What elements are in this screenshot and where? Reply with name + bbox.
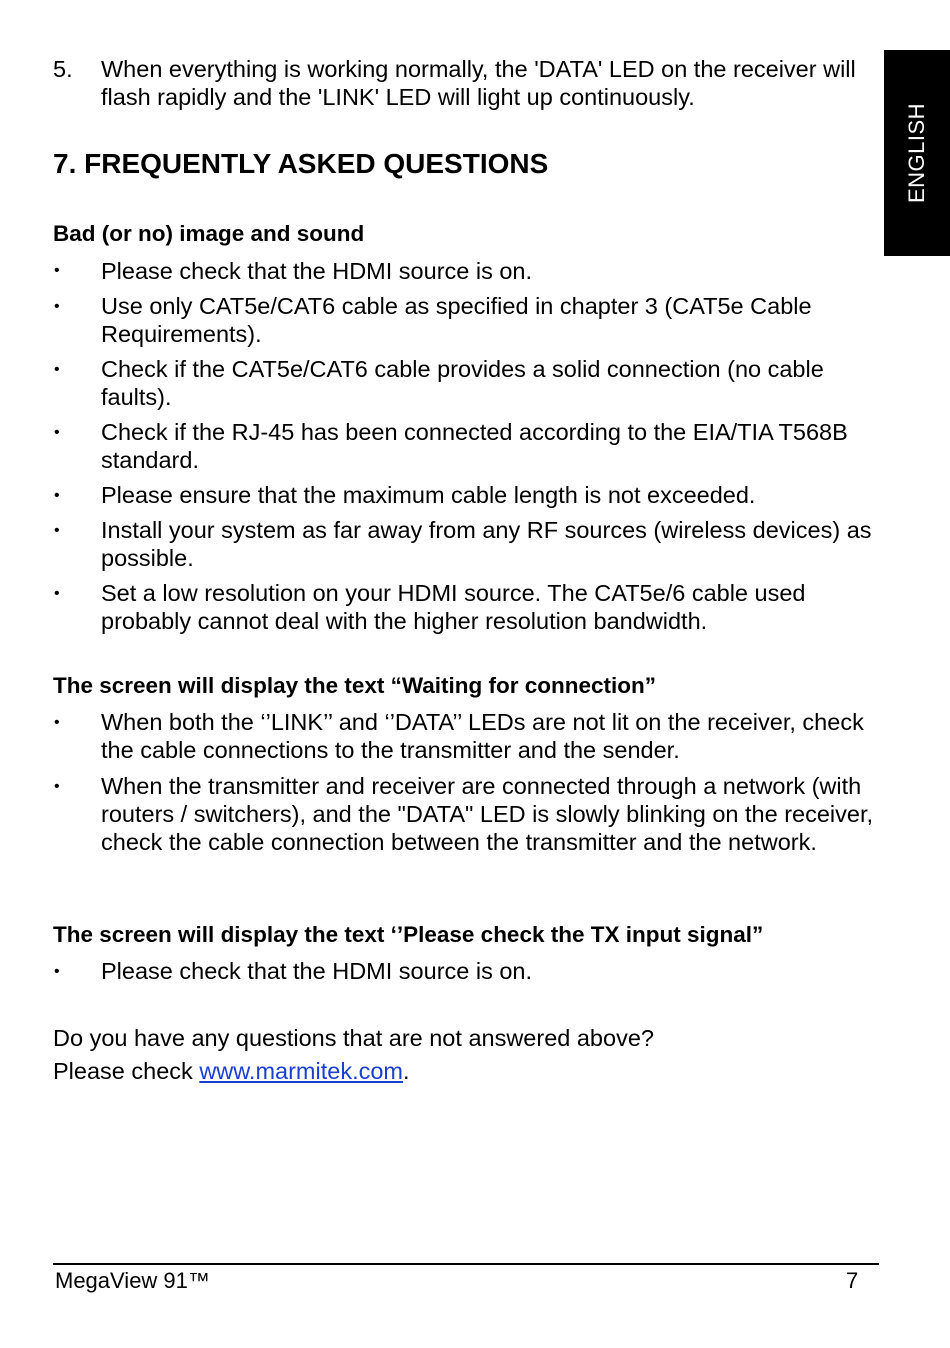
bullet-icon: • xyxy=(54,963,60,980)
language-tab xyxy=(884,50,950,256)
closing-suffix: . xyxy=(403,1058,410,1084)
faq-item: When both the ‘’LINK’’ and ‘’DATA’’ LEDs are not lit on the receiver, check the cable connections to the transmitter and the sender. xyxy=(101,709,864,763)
closing-line xyxy=(53,1057,410,1085)
step-text: When everything is working normally, the 'DATA' LED on the receiver will flash rapidly and the 'LINK' LED will light up continuously. xyxy=(101,56,856,110)
faq-heading: The screen will display the text ‘’Please check the TX input signal” xyxy=(53,922,764,947)
language-tab-label: ENGLISH xyxy=(904,102,929,204)
faq-heading: The screen will display the text “Waiting for connection” xyxy=(53,673,657,698)
faq-item: Use only CAT5e/CAT6 cable as specified in chapter 3 (CAT5e Cable Requirements). xyxy=(101,293,812,347)
bullet-icon: • xyxy=(54,424,60,441)
faq-item: Check if the RJ-45 has been connected according to the EIA/TIA T568B standard. xyxy=(101,419,848,473)
faq-item: Please ensure that the maximum cable length is not exceeded. xyxy=(101,482,756,508)
bullet-icon: • xyxy=(54,522,60,539)
faq-item: Please check that the HDMI source is on. xyxy=(101,958,533,984)
website-link[interactable]: www.marmitek.com xyxy=(199,1058,403,1084)
footer-product: MegaView 91™ xyxy=(55,1268,210,1293)
faq-item: Install your system as far away from any RF sources (wireless devices) as possible. xyxy=(101,517,872,571)
bullet-icon: • xyxy=(54,361,60,378)
faq-item: Set a low resolution on your HDMI source. The CAT5e/6 cable used probably cannot deal with the higher resolution bandwidth. xyxy=(101,580,806,634)
faq-item: When the transmitter and receiver are connected through a network (with routers / switchers), and the "DATA" LED is slowly blinking on the receiver, check the cable connection between the transmitter and the network. xyxy=(101,773,874,855)
page-number: 7 xyxy=(846,1268,859,1293)
faq-heading: Bad (or no) image and sound xyxy=(53,221,365,246)
footer-divider xyxy=(53,1263,879,1265)
bullet-icon: • xyxy=(54,262,60,279)
faq-item: Check if the CAT5e/CAT6 cable provides a solid connection (no cable faults). xyxy=(101,356,824,410)
bullet-icon: • xyxy=(54,298,60,315)
closing-question: Do you have any questions that are not answered above? xyxy=(53,1025,654,1051)
bullet-icon: • xyxy=(54,778,60,795)
bullet-icon: • xyxy=(54,585,60,602)
bullet-icon: • xyxy=(54,487,60,504)
faq-item: Please check that the HDMI source is on. xyxy=(101,258,533,284)
bullet-icon: • xyxy=(54,714,60,731)
section-title: 7. FREQUENTLY ASKED QUESTIONS xyxy=(53,148,549,179)
step-number: 5. xyxy=(53,56,73,82)
closing-prefix: Please check xyxy=(53,1058,200,1084)
